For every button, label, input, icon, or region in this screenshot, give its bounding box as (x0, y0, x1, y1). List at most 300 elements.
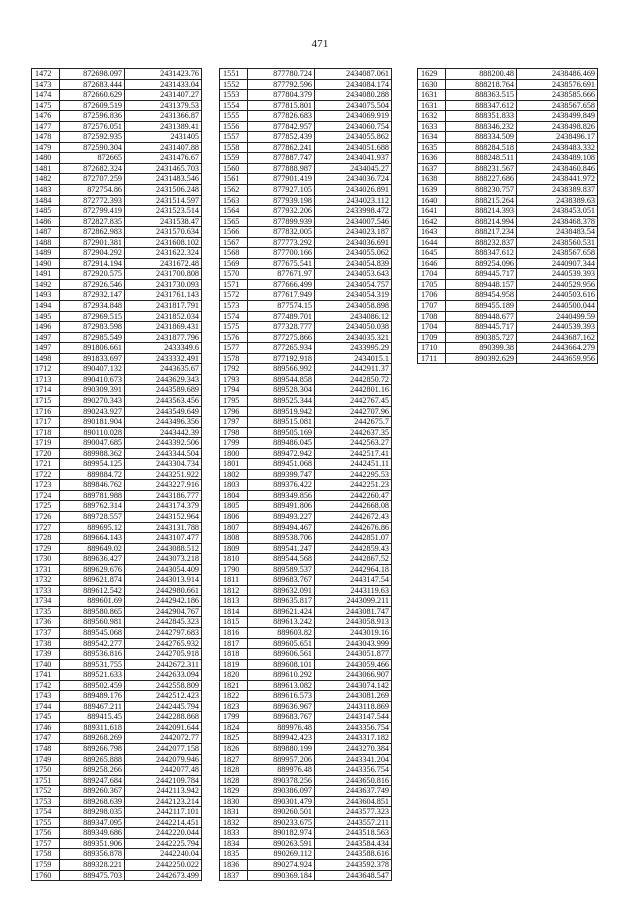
table-row (32, 332, 202, 343)
x-coordinate-cell: 890392.629 (446, 353, 517, 364)
table-row (418, 206, 598, 217)
point-id-cell: 1741 (32, 670, 60, 681)
x-coordinate-cell: 890399.38 (446, 343, 517, 354)
y-coordinate-cell: 2434084.174 (315, 79, 392, 90)
x-coordinate-cell: 890386.097 (248, 786, 315, 797)
table-row (32, 543, 202, 554)
table-row (220, 121, 392, 132)
y-coordinate-cell: 2431817.791 (125, 301, 202, 312)
y-coordinate-cell: 2443174.379 (125, 501, 202, 512)
point-id-cell: 1739 (32, 649, 60, 660)
point-id-cell: 1712 (32, 364, 60, 375)
point-id-cell: 1796 (220, 406, 248, 417)
table-row (220, 744, 392, 755)
point-id-cell: 1567 (220, 237, 248, 248)
x-coordinate-cell: 889467.211 (60, 701, 125, 712)
x-coordinate-cell: 872914.194 (60, 258, 125, 269)
point-id-cell: 1709 (418, 332, 446, 343)
point-id-cell: 1807 (220, 522, 248, 533)
x-coordinate-cell: 889544.568 (248, 554, 315, 565)
point-id-cell: 1645 (418, 248, 446, 259)
y-coordinate-cell: 2438468.378 (517, 216, 598, 227)
y-coordinate-cell: 2443118.869 (315, 701, 392, 712)
x-coordinate-cell: 889493.227 (248, 511, 315, 522)
point-id-cell: 1828 (220, 765, 248, 776)
y-coordinate-cell: 2443442.39 (125, 427, 202, 438)
table-row (220, 849, 392, 860)
y-coordinate-cell: 2438486.469 (517, 69, 598, 80)
x-coordinate-cell: 889954.125 (60, 459, 125, 470)
table-row (418, 343, 598, 354)
y-coordinate-cell: 2443251.922 (125, 469, 202, 480)
y-coordinate-cell: 2431852.034 (125, 311, 202, 322)
table-row (220, 533, 392, 544)
table-row (418, 301, 598, 312)
table-row (418, 290, 598, 301)
point-id-cell: 1831 (220, 807, 248, 818)
y-coordinate-cell: 2438576.691 (517, 79, 598, 90)
y-coordinate-cell: 2434023.112 (315, 195, 392, 206)
x-coordinate-cell: 889475.703 (60, 870, 125, 881)
x-coordinate-cell: 889612.542 (60, 585, 125, 596)
table-row (220, 111, 392, 122)
point-id-cell: 1636 (418, 153, 446, 164)
table-row (32, 722, 202, 733)
point-id-cell: 1809 (220, 543, 248, 554)
y-coordinate-cell: 2431570.634 (125, 227, 202, 238)
y-coordinate-cell: 2442445.794 (125, 701, 202, 712)
point-id-cell: 1486 (32, 216, 60, 227)
point-id-cell: 1728 (32, 533, 60, 544)
point-id-cell: 1642 (418, 216, 446, 227)
point-id-cell: 1629 (418, 69, 446, 80)
point-id-cell: 1819 (220, 659, 248, 670)
table-row (220, 511, 392, 522)
x-coordinate-cell: 877275.866 (248, 332, 315, 343)
y-coordinate-cell: 2434054.319 (315, 290, 392, 301)
y-coordinate-cell: 2440503.616 (517, 290, 598, 301)
y-coordinate-cell: 2440539.393 (517, 322, 598, 333)
x-coordinate-cell: 889268.639 (60, 796, 125, 807)
x-coordinate-cell: 889728.557 (60, 511, 125, 522)
table-row (32, 511, 202, 522)
point-id-cell: 1719 (32, 438, 60, 449)
y-coordinate-cell: 2442517.41 (315, 448, 392, 459)
y-coordinate-cell: 2442668.08 (315, 501, 392, 512)
table-row (220, 79, 392, 90)
x-coordinate-cell: 889566.992 (248, 364, 315, 375)
y-coordinate-cell: 2431538.47 (125, 216, 202, 227)
y-coordinate-cell: 2438567.658 (517, 100, 598, 111)
y-coordinate-cell: 2434023.187 (315, 227, 392, 238)
table-row (220, 374, 392, 385)
coordinate-table-middle (219, 68, 392, 881)
x-coordinate-cell: 877666.499 (248, 279, 315, 290)
x-coordinate-cell: 890260.501 (248, 807, 315, 818)
y-coordinate-cell: 2443043.999 (315, 638, 392, 649)
x-coordinate-cell: 888347.612 (446, 100, 517, 111)
table-row (220, 364, 392, 375)
x-coordinate-cell: 889494.467 (248, 522, 315, 533)
point-id-cell: 1726 (32, 511, 60, 522)
coordinate-table-left (31, 68, 202, 881)
y-coordinate-cell: 2443119.63 (315, 585, 392, 596)
y-coordinate-cell: 2438389.63 (517, 195, 598, 206)
x-coordinate-cell: 889502.459 (60, 680, 125, 691)
y-coordinate-cell: 2442851.07 (315, 533, 392, 544)
y-coordinate-cell: 2443589.689 (125, 385, 202, 396)
y-coordinate-cell: 2434055.862 (315, 132, 392, 143)
y-coordinate-cell: 2440539.393 (517, 269, 598, 280)
table-row (32, 838, 202, 849)
table-row (32, 490, 202, 501)
point-id-cell: 1566 (220, 227, 248, 238)
y-coordinate-cell: 2442250.022 (125, 860, 202, 871)
table-row (220, 100, 392, 111)
table-row (32, 100, 202, 111)
table-row (418, 79, 598, 90)
y-coordinate-cell: 2431700.808 (125, 269, 202, 280)
point-id-cell: 1573 (220, 301, 248, 312)
x-coordinate-cell: 877574.15 (248, 301, 315, 312)
x-coordinate-cell: 877489.701 (248, 311, 315, 322)
x-coordinate-cell: 872862.983 (60, 227, 125, 238)
table-row (418, 258, 598, 269)
table-row (220, 522, 392, 533)
point-id-cell: 1568 (220, 248, 248, 259)
table-row (418, 185, 598, 196)
y-coordinate-cell: 2431465.703 (125, 163, 202, 174)
x-coordinate-cell: 872934.848 (60, 301, 125, 312)
point-id-cell: 1724 (32, 490, 60, 501)
point-id-cell: 1756 (32, 828, 60, 839)
x-coordinate-cell: 889298.035 (60, 807, 125, 818)
y-coordinate-cell: 2443584.434 (315, 838, 392, 849)
y-coordinate-cell: 2443186.777 (125, 490, 202, 501)
point-id-cell: 1721 (32, 459, 60, 470)
point-id-cell: 1810 (220, 554, 248, 565)
x-coordinate-cell: 889445.717 (446, 269, 517, 280)
y-coordinate-cell: 2443013.914 (125, 575, 202, 586)
point-id-cell: 1554 (220, 100, 248, 111)
x-coordinate-cell: 872592.935 (60, 132, 125, 143)
x-coordinate-cell: 877671.97 (248, 269, 315, 280)
point-id-cell: 1805 (220, 501, 248, 512)
table-row (32, 237, 202, 248)
table-row (32, 712, 202, 723)
x-coordinate-cell: 889536.816 (60, 649, 125, 660)
point-id-cell: 1704 (418, 269, 446, 280)
table-row (32, 79, 202, 90)
y-coordinate-cell: 2438460.846 (517, 163, 598, 174)
x-coordinate-cell: 889613.242 (248, 617, 315, 628)
table-row (32, 849, 202, 860)
table-row (32, 617, 202, 628)
x-coordinate-cell: 890181.904 (60, 417, 125, 428)
x-coordinate-cell: 889635.817 (248, 596, 315, 607)
point-id-cell: 1570 (220, 269, 248, 280)
y-coordinate-cell: 2442251.23 (315, 480, 392, 491)
point-id-cell: 1732 (32, 575, 60, 586)
point-id-cell: 1558 (220, 142, 248, 153)
table-row (32, 132, 202, 143)
y-coordinate-cell: 2442123.214 (125, 796, 202, 807)
point-id-cell: 1817 (220, 638, 248, 649)
table-row (418, 332, 598, 343)
table-row (32, 121, 202, 132)
table-row (220, 860, 392, 871)
point-id-cell: 1637 (418, 163, 446, 174)
x-coordinate-cell: 890047.685 (60, 438, 125, 449)
table-row (32, 417, 202, 428)
y-coordinate-cell: 2434054.757 (315, 279, 392, 290)
x-coordinate-cell: 890385.727 (446, 332, 517, 343)
table-row (32, 459, 202, 470)
x-coordinate-cell: 889610.292 (248, 670, 315, 681)
x-coordinate-cell: 889505.169 (248, 427, 315, 438)
point-id-cell: 1483 (32, 185, 60, 196)
table-row (418, 322, 598, 333)
y-coordinate-cell: 2443577.323 (315, 807, 392, 818)
y-coordinate-cell: 2443344.504 (125, 448, 202, 459)
x-coordinate-cell: 872682.324 (60, 163, 125, 174)
x-coordinate-cell: 889603.82 (248, 627, 315, 638)
table-row (32, 427, 202, 438)
x-coordinate-cell: 891806.661 (60, 343, 125, 354)
table-row (220, 290, 392, 301)
table-row (220, 575, 392, 586)
y-coordinate-cell: 2442113.942 (125, 786, 202, 797)
x-coordinate-cell: 890270.343 (60, 395, 125, 406)
point-id-cell: 1715 (32, 395, 60, 406)
table-row (32, 606, 202, 617)
point-id-cell: 1790 (220, 564, 248, 575)
y-coordinate-cell: 2442705.918 (125, 649, 202, 660)
y-coordinate-cell: 2438483.54 (517, 227, 598, 238)
x-coordinate-cell: 888231.567 (446, 163, 517, 174)
table-row (32, 575, 202, 586)
table-row (220, 543, 392, 554)
point-id-cell: 1742 (32, 680, 60, 691)
point-id-cell: 1822 (220, 691, 248, 702)
coordinate-table-right (417, 68, 598, 364)
x-coordinate-cell: 889621.424 (248, 606, 315, 617)
y-coordinate-cell: 2442911.37 (315, 364, 392, 375)
y-coordinate-cell: 2434035.321 (315, 332, 392, 343)
point-id-cell: 1492 (32, 279, 60, 290)
x-coordinate-cell: 872799.419 (60, 206, 125, 217)
x-coordinate-cell: 889613.082 (248, 680, 315, 691)
table-row (220, 174, 392, 185)
table-row (32, 796, 202, 807)
point-id-cell: 1571 (220, 279, 248, 290)
point-id-cell: 1706 (418, 290, 446, 301)
point-id-cell: 1799 (220, 438, 248, 449)
x-coordinate-cell: 889455.189 (446, 301, 517, 312)
table-row (220, 448, 392, 459)
x-coordinate-cell: 890378.256 (248, 775, 315, 786)
y-coordinate-cell: 2431506.248 (125, 185, 202, 196)
table-row (220, 185, 392, 196)
table-row (32, 195, 202, 206)
table-row (220, 617, 392, 628)
point-id-cell: 1497 (32, 332, 60, 343)
x-coordinate-cell: 889605.651 (248, 638, 315, 649)
y-coordinate-cell: 2442563.27 (315, 438, 392, 449)
x-coordinate-cell: 872772.393 (60, 195, 125, 206)
point-id-cell: 1743 (32, 691, 60, 702)
y-coordinate-cell: 2431730.093 (125, 279, 202, 290)
table-row (418, 153, 598, 164)
x-coordinate-cell: 888217.234 (446, 227, 517, 238)
y-coordinate-cell: 2434080.288 (315, 90, 392, 101)
y-coordinate-cell: 2443659.956 (517, 353, 598, 364)
point-id-cell: 1823 (220, 701, 248, 712)
point-id-cell: 1836 (220, 860, 248, 871)
x-coordinate-cell: 889988.362 (60, 448, 125, 459)
x-coordinate-cell: 889541.247 (248, 543, 315, 554)
table-row (220, 142, 392, 153)
x-coordinate-cell: 877815.801 (248, 100, 315, 111)
x-coordinate-cell: 890274.924 (248, 860, 315, 871)
point-id-cell: 1834 (220, 838, 248, 849)
table-row (220, 722, 392, 733)
x-coordinate-cell: 888218.764 (446, 79, 517, 90)
point-id-cell: 1747 (32, 733, 60, 744)
point-id-cell: 1798 (220, 427, 248, 438)
table-row (220, 332, 392, 343)
point-id-cell: 1488 (32, 237, 60, 248)
x-coordinate-cell: 889762.314 (60, 501, 125, 512)
table-row (220, 237, 392, 248)
table-row (220, 838, 392, 849)
point-id-cell: 1808 (220, 533, 248, 544)
table-row (32, 142, 202, 153)
point-id-cell: 1562 (220, 185, 248, 196)
point-id-cell: 1723 (32, 480, 60, 491)
y-coordinate-cell: 2442797.683 (125, 627, 202, 638)
x-coordinate-cell: 877887.747 (248, 153, 315, 164)
point-id-cell: 1493 (32, 290, 60, 301)
x-coordinate-cell: 877832.005 (248, 227, 315, 238)
table-row (32, 353, 202, 364)
y-coordinate-cell: 2442942.186 (125, 596, 202, 607)
point-id-cell: 1804 (220, 490, 248, 501)
x-coordinate-cell: 891833.697 (60, 353, 125, 364)
y-coordinate-cell: 2431405 (125, 132, 202, 143)
point-id-cell: 1472 (32, 69, 60, 80)
x-coordinate-cell: 877792.596 (248, 79, 315, 90)
x-coordinate-cell: 889560.981 (60, 617, 125, 628)
y-coordinate-cell: 2438499.849 (517, 111, 598, 122)
x-coordinate-cell: 872665 (60, 153, 125, 164)
point-id-cell: 1496 (32, 322, 60, 333)
point-id-cell: 1827 (220, 754, 248, 765)
table-row (220, 343, 392, 354)
x-coordinate-cell: 889254.096 (446, 258, 517, 269)
y-coordinate-cell: 2443059.466 (315, 659, 392, 670)
point-id-cell: 1830 (220, 796, 248, 807)
y-coordinate-cell: 2442214.451 (125, 817, 202, 828)
y-coordinate-cell: 2442079.946 (125, 754, 202, 765)
y-coordinate-cell: 2442676.86 (315, 522, 392, 533)
y-coordinate-cell: 2433332.491 (125, 353, 202, 364)
x-coordinate-cell: 877265.934 (248, 343, 315, 354)
point-id-cell: 1490 (32, 258, 60, 269)
x-coordinate-cell: 889942.423 (248, 733, 315, 744)
y-coordinate-cell: 2442672.43 (315, 511, 392, 522)
point-id-cell: 1746 (32, 722, 60, 733)
x-coordinate-cell: 889545.068 (60, 627, 125, 638)
y-coordinate-cell: 2431869.431 (125, 322, 202, 333)
point-id-cell: 1718 (32, 427, 60, 438)
point-id-cell: 1477 (32, 121, 60, 132)
point-id-cell: 1474 (32, 90, 60, 101)
table-row (32, 153, 202, 164)
x-coordinate-cell: 877842.957 (248, 121, 315, 132)
x-coordinate-cell: 877852.439 (248, 132, 315, 143)
point-id-cell: 1733 (32, 585, 60, 596)
y-coordinate-cell: 2442672.311 (125, 659, 202, 670)
y-coordinate-cell: 2443074.142 (315, 680, 392, 691)
point-id-cell: 1755 (32, 817, 60, 828)
x-coordinate-cell: 872683.444 (60, 79, 125, 90)
table-row (32, 374, 202, 385)
table-row (220, 754, 392, 765)
y-coordinate-cell: 2434036.724 (315, 174, 392, 185)
table-row (220, 807, 392, 818)
x-coordinate-cell: 890407.132 (60, 364, 125, 375)
table-row (32, 480, 202, 491)
x-coordinate-cell: 877888.987 (248, 163, 315, 174)
y-coordinate-cell: 2431476.67 (125, 153, 202, 164)
table-row (220, 828, 392, 839)
y-coordinate-cell: 2442904.767 (125, 606, 202, 617)
x-coordinate-cell: 889528.304 (248, 385, 315, 396)
point-id-cell: 1802 (220, 469, 248, 480)
y-coordinate-cell: 2434050.038 (315, 322, 392, 333)
table-row (32, 69, 202, 80)
point-id-cell: 1638 (418, 174, 446, 185)
y-coordinate-cell: 2443563.456 (125, 395, 202, 406)
x-coordinate-cell: 872754.86 (60, 185, 125, 196)
y-coordinate-cell: 2433998.472 (315, 206, 392, 217)
y-coordinate-cell: 2443549.649 (125, 406, 202, 417)
y-coordinate-cell: 2434015.1 (315, 353, 392, 364)
y-coordinate-cell: 2443650.816 (315, 775, 392, 786)
y-coordinate-cell: 2431389.41 (125, 121, 202, 132)
x-coordinate-cell: 889884.72 (60, 469, 125, 480)
table-row (220, 153, 392, 164)
table-row (32, 501, 202, 512)
point-id-cell: 1751 (32, 775, 60, 786)
x-coordinate-cell: 889266.798 (60, 744, 125, 755)
x-coordinate-cell: 872596.836 (60, 111, 125, 122)
y-coordinate-cell: 2438483.332 (517, 142, 598, 153)
point-id-cell: 1818 (220, 649, 248, 660)
point-id-cell: 1713 (32, 374, 60, 385)
x-coordinate-cell: 889448.677 (446, 311, 517, 322)
x-coordinate-cell: 888214.393 (446, 206, 517, 217)
point-id-cell: 1794 (220, 385, 248, 396)
table-row (220, 554, 392, 565)
table-row (418, 163, 598, 174)
point-id-cell: 1641 (418, 206, 446, 217)
point-id-cell: 1725 (32, 501, 60, 512)
x-coordinate-cell: 889608.101 (248, 659, 315, 670)
x-coordinate-cell: 888214.994 (446, 216, 517, 227)
point-id-cell: 1722 (32, 469, 60, 480)
